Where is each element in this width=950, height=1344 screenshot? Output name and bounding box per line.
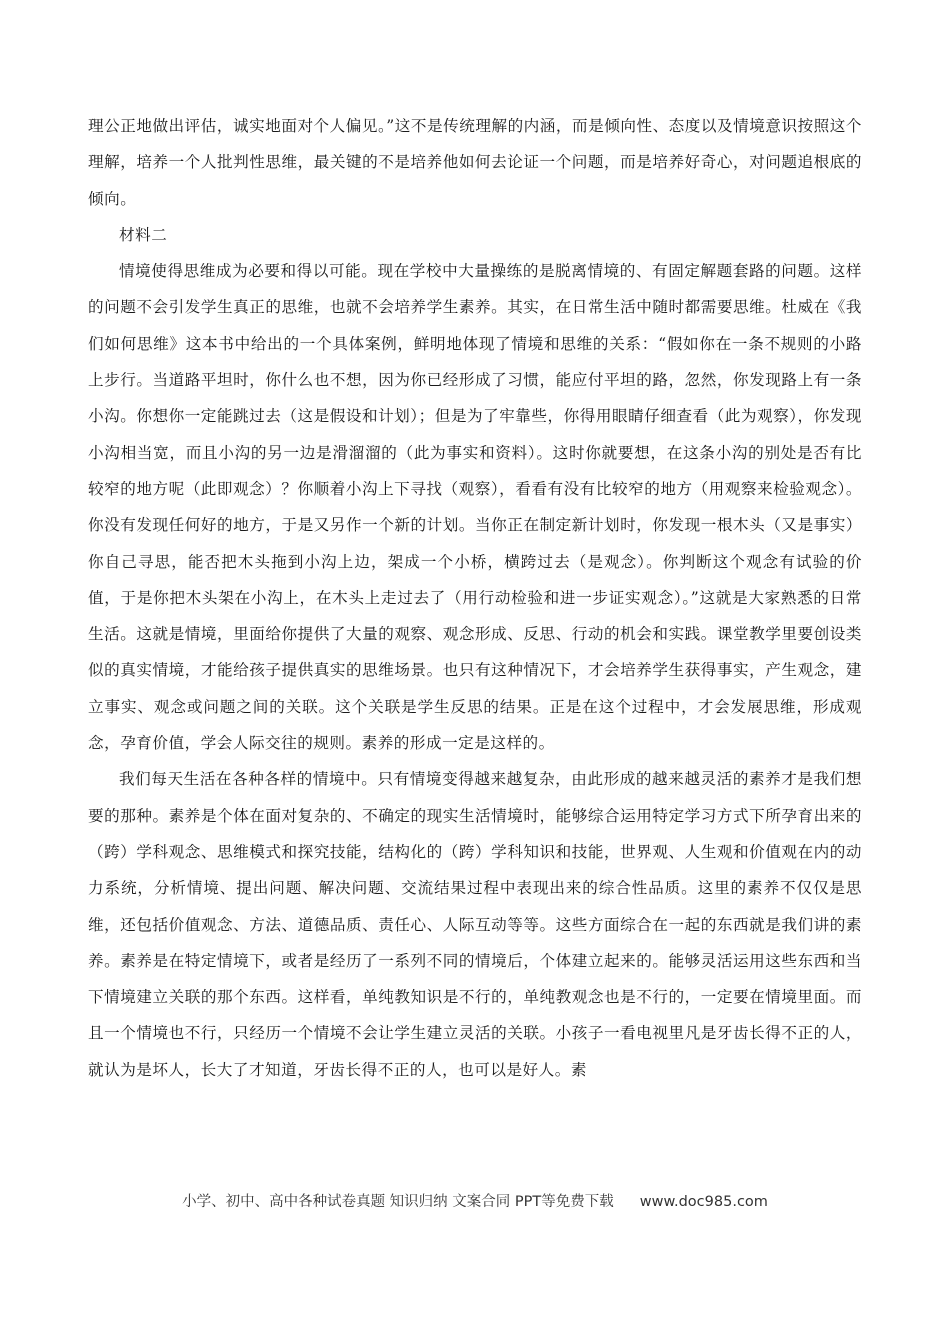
document-body: [88, 108, 862, 1088]
paragraph-1: 情境使得思维成为必要和得以可能。现在学校中大量操练的是脱离情境的、有固定解题套路的问题。这样的问题不会引发学生真正的思维，也就不会培养学生素养。其实，在日常生活中随时都需要思维。杜威在《我们如何思维》这本书中给出的一个具体案例，鲜明地体现了情境和思维的关系：“假如你在一条不规则的小路上步行。当道路平坦时，你什么也不想，因为你已经形成了习惯，能应付平坦的路，忽然，你发现路上有一条小沟。你想你一定能跳过去（这是假设和计划）；但是为了牢靠些，你得用眼睛仔细查看（此为观察），你发现小沟相当宽，而且小沟的另一边是滑溜溜的（此为事实和资料）。这时你就要想，在这条小沟的别处是否有比较窄的地方呢（此即观念）？你顺着小沟上下寻找（观察），看看有没有比较窄的地方（用观察来检验观念）。你没有发现任何好的地方，于是又另作一个新的计划。当你正在制定新计划时，你发现一根木头（又是事实）你自己寻思，能否把木头拖到小沟上边，架成一个小桥，横跨过去（是观念）。你判断这个观念有试验的价值，于是你把木头架在小沟上，在木头上走过去了（用行动检验和进一步证实观念）。”这就是大家熟悉的日常生活。这就是情境，里面给你提供了大量的观察、观念形成、反思、行动的机会和实践。课堂教学里要创设类似的真实情境，才能给孩子提供真实的思维场景。也只有这种情况下，才会培养学生获得事实，产生观念，建立事实、观念或问题之间的关联。这个关联是学生反思的结果。正是在这个过程中，才会发展思维，形成观念，孕育价值，学会人际交往的规则。素养的形成一定是这样的。: [88, 262, 862, 753]
page-footer: [0, 1190, 950, 1211]
footer-text: 小学、初中、高中各种试卷真题 知识归纳 文案合同 PPT等免费下载: [182, 1194, 614, 1210]
paragraph-continuation: 理公正地做出评估，诚实地面对个人偏见。”这不是传统理解的内涵，而是倾向性、态度以及情境意识按照这个理解，培养一个人批判性思维，最关键的不是培养他如何去论证一个问题，而是培养好奇心，对问题追根底的倾向。: [88, 117, 862, 208]
footer-url[interactable]: www.doc985.com: [639, 1194, 768, 1210]
paragraph-2: 我们每天生活在各种各样的情境中。只有情境变得越来越复杂，由此形成的越来越灵活的素养才是我们想要的那种。素养是个体在面对复杂的、不确定的现实生活情境时，能够综合运用特定学习方式下所孕育出来的（跨）学科观念、思维模式和探究技能，结构化的（跨）学科知识和技能，世界观、人生观和价值观在内的动力系统，分析情境、提出问题、解决问题、交流结果过程中表现出来的综合性品质。这里的素养不仅仅是思维，还包括价值观念、方法、道德品质、责任心、人际互动等等。这些方面综合在一起的东西就是我们讲的素养。素养是在特定情境下，或者是经历了一系列不同的情境后，个体建立起来的。能够灵活运用这些东西和当下情境建立关联的那个东西。这样看，单纯教知识是不行的，单纯教观念也是不行的，一定要在情境里面。而且一个情境也不行，只经历一个情境不会让学生建立灵活的关联。小孩子一看电视里凡是牙齿长得不正的人，就认为是坏人，长大了才知道，牙齿长得不正的人，也可以是好人。素: [88, 770, 862, 1079]
section-label: 材料二: [119, 225, 168, 244]
